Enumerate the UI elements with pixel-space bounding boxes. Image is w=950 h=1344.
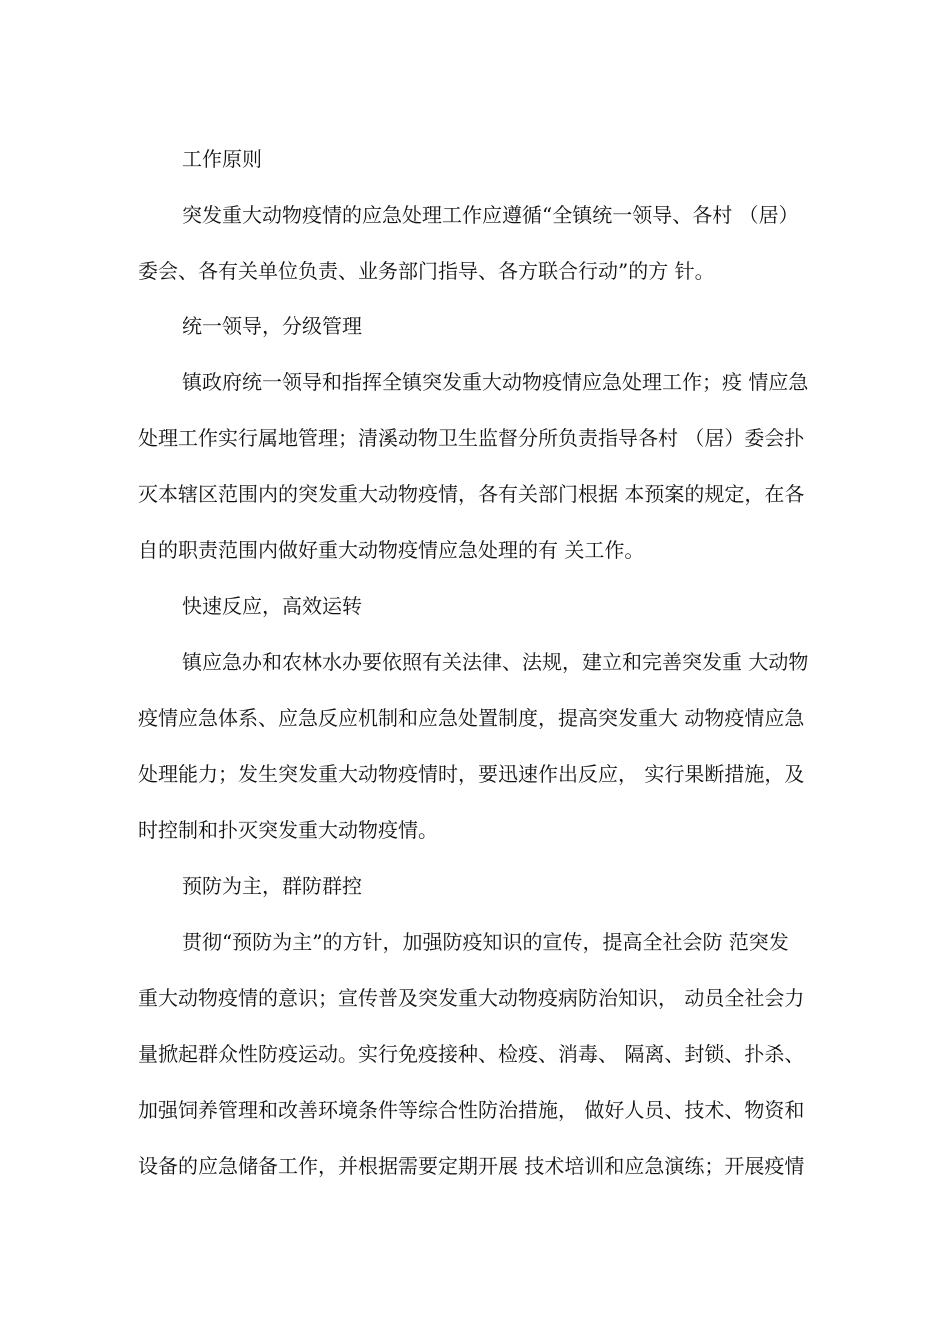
paragraph-line: 时控制和扑灭突发重大动物疫情。: [138, 818, 438, 842]
paragraph-line: 自的职责范围内做好重大动物疫情应急处理的有 关工作。: [138, 538, 645, 562]
paragraph-line: 重大动物疫情的意识；宣传普及突发重大动物疫病防治知识， 动员全社会力: [138, 986, 805, 1010]
paragraph-line: 委会、各有关单位负责、业务部门指导、各方联合行动”的方 针。: [138, 259, 715, 283]
paragraph-line: 疫情应急体系、应急反应机制和应急处置制度，提高突发重大 动物疫情应急: [138, 706, 805, 730]
heading-rapid-response: 快速反应，高效运转: [182, 594, 362, 618]
paragraph-line: 处理工作实行属地管理；清溪动物卫生监督分所负责指导各村 （居）委会扑: [138, 426, 805, 450]
paragraph-line: 镇应急办和农林水办要依照有关法律、法规，建立和完善突发重 大动物: [182, 650, 809, 674]
paragraph-line: 贯彻“预防为主”的方针，加强防疫知识的宣传，提高全社会防 范突发: [182, 930, 789, 954]
paragraph-line: 镇政府统一领导和指挥全镇突发重大动物疫情应急处理工作；疫 情应急: [182, 370, 809, 394]
paragraph-line: 灭本辖区范围内的突发重大动物疫情，各有关部门根据 本预案的规定，在各: [138, 482, 805, 506]
heading-work-principles: 工作原则: [182, 147, 262, 171]
paragraph-line: 突发重大动物疫情的应急处理工作应遵循“全镇统一领导、各村 （居）: [182, 203, 799, 227]
heading-unified-leadership: 统一领导，分级管理: [182, 314, 362, 338]
paragraph-line: 处理能力；发生突发重大动物疫情时，要迅速作出反应， 实行果断措施，及: [138, 762, 805, 786]
paragraph-line: 设备的应急储备工作，并根据需要定期开展 技术培训和应急演练；开展疫情: [138, 1154, 805, 1178]
heading-prevention-first: 预防为主，群防群控: [182, 874, 362, 898]
paragraph-line: 量掀起群众性防疫运动。实行免疫接种、检疫、消毒、 隔离、封锁、扑杀、: [138, 1042, 805, 1066]
paragraph-line: 加强饲养管理和改善环境条件等综合性防治措施， 做好人员、技术、物资和: [138, 1098, 805, 1122]
